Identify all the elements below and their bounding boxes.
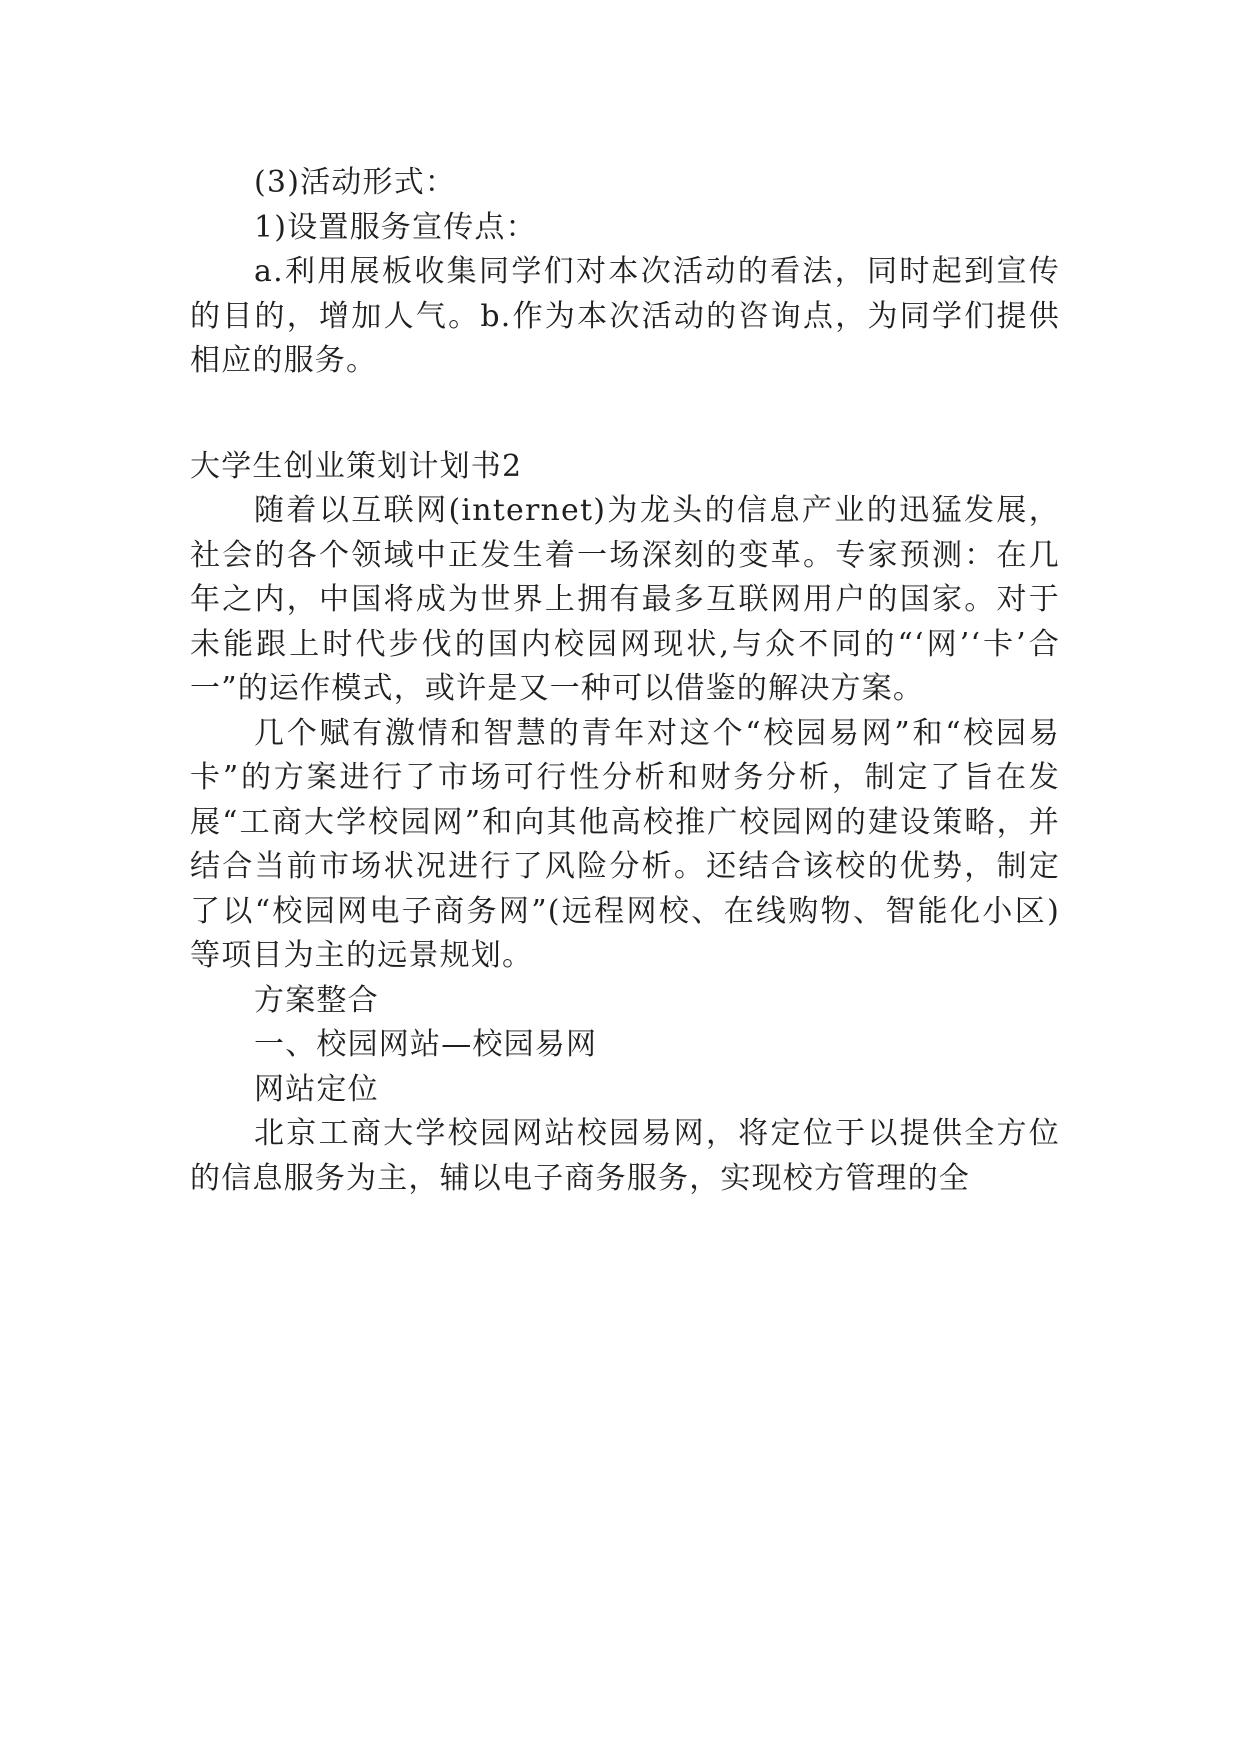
- heading-plan-integration: 方案整合: [254, 982, 379, 1018]
- paragraph-activity-form: (3)活动形式：: [254, 165, 457, 200]
- document-body: [190, 161, 1060, 1201]
- heading-site-positioning: 网站定位: [254, 1071, 379, 1107]
- paragraph-internet-intro: 随着以互联网(internet)为龙头的信息产业的迅猛发展，社会的各个领域中正发生着一场深刻的变革。专家预测：在几年之内，中国将成为世界上拥有最多互联网用户的国家。对于未能跟上时代步伐的国内校园网现状,与众不同的“‘网’‘卡’合一”的运作模式，或许是又一种可以借鉴的解决方案。: [190, 493, 1060, 706]
- paragraph-youth-plan: 几个赋有激情和智慧的青年对这个“校园易网”和“校园易卡”的方案进行了市场可行性分析和财务分析，制定了旨在发展“工商大学校园网”和向其他高校推广校园网的建设策略，并结合当前市场状况进行了风险分析。还结合该校的优势，制定了以“校园网电子商务网”(远程网校、在线购物、智能化小区)等项目为主的远景规划。: [190, 715, 1060, 973]
- heading-campus-website: 一、校园网站—校园易网: [254, 1027, 598, 1062]
- paragraph-service-point: 1)设置服务宣传点：: [254, 209, 537, 245]
- paragraph-display-board: a.利用展板收集同学们对本次活动的看法，同时起到宣传的目的，增加人气。b.作为本次活动的咨询点，为同学们提供相应的服务。: [190, 254, 1060, 378]
- paragraph-positioning-detail: 北京工商大学校园网站校园易网，将定位于以提供全方位的信息服务为主，辅以电子商务服务，实现校方管理的全: [190, 1116, 1060, 1196]
- section-title: 大学生创业策划计划书2: [190, 448, 523, 484]
